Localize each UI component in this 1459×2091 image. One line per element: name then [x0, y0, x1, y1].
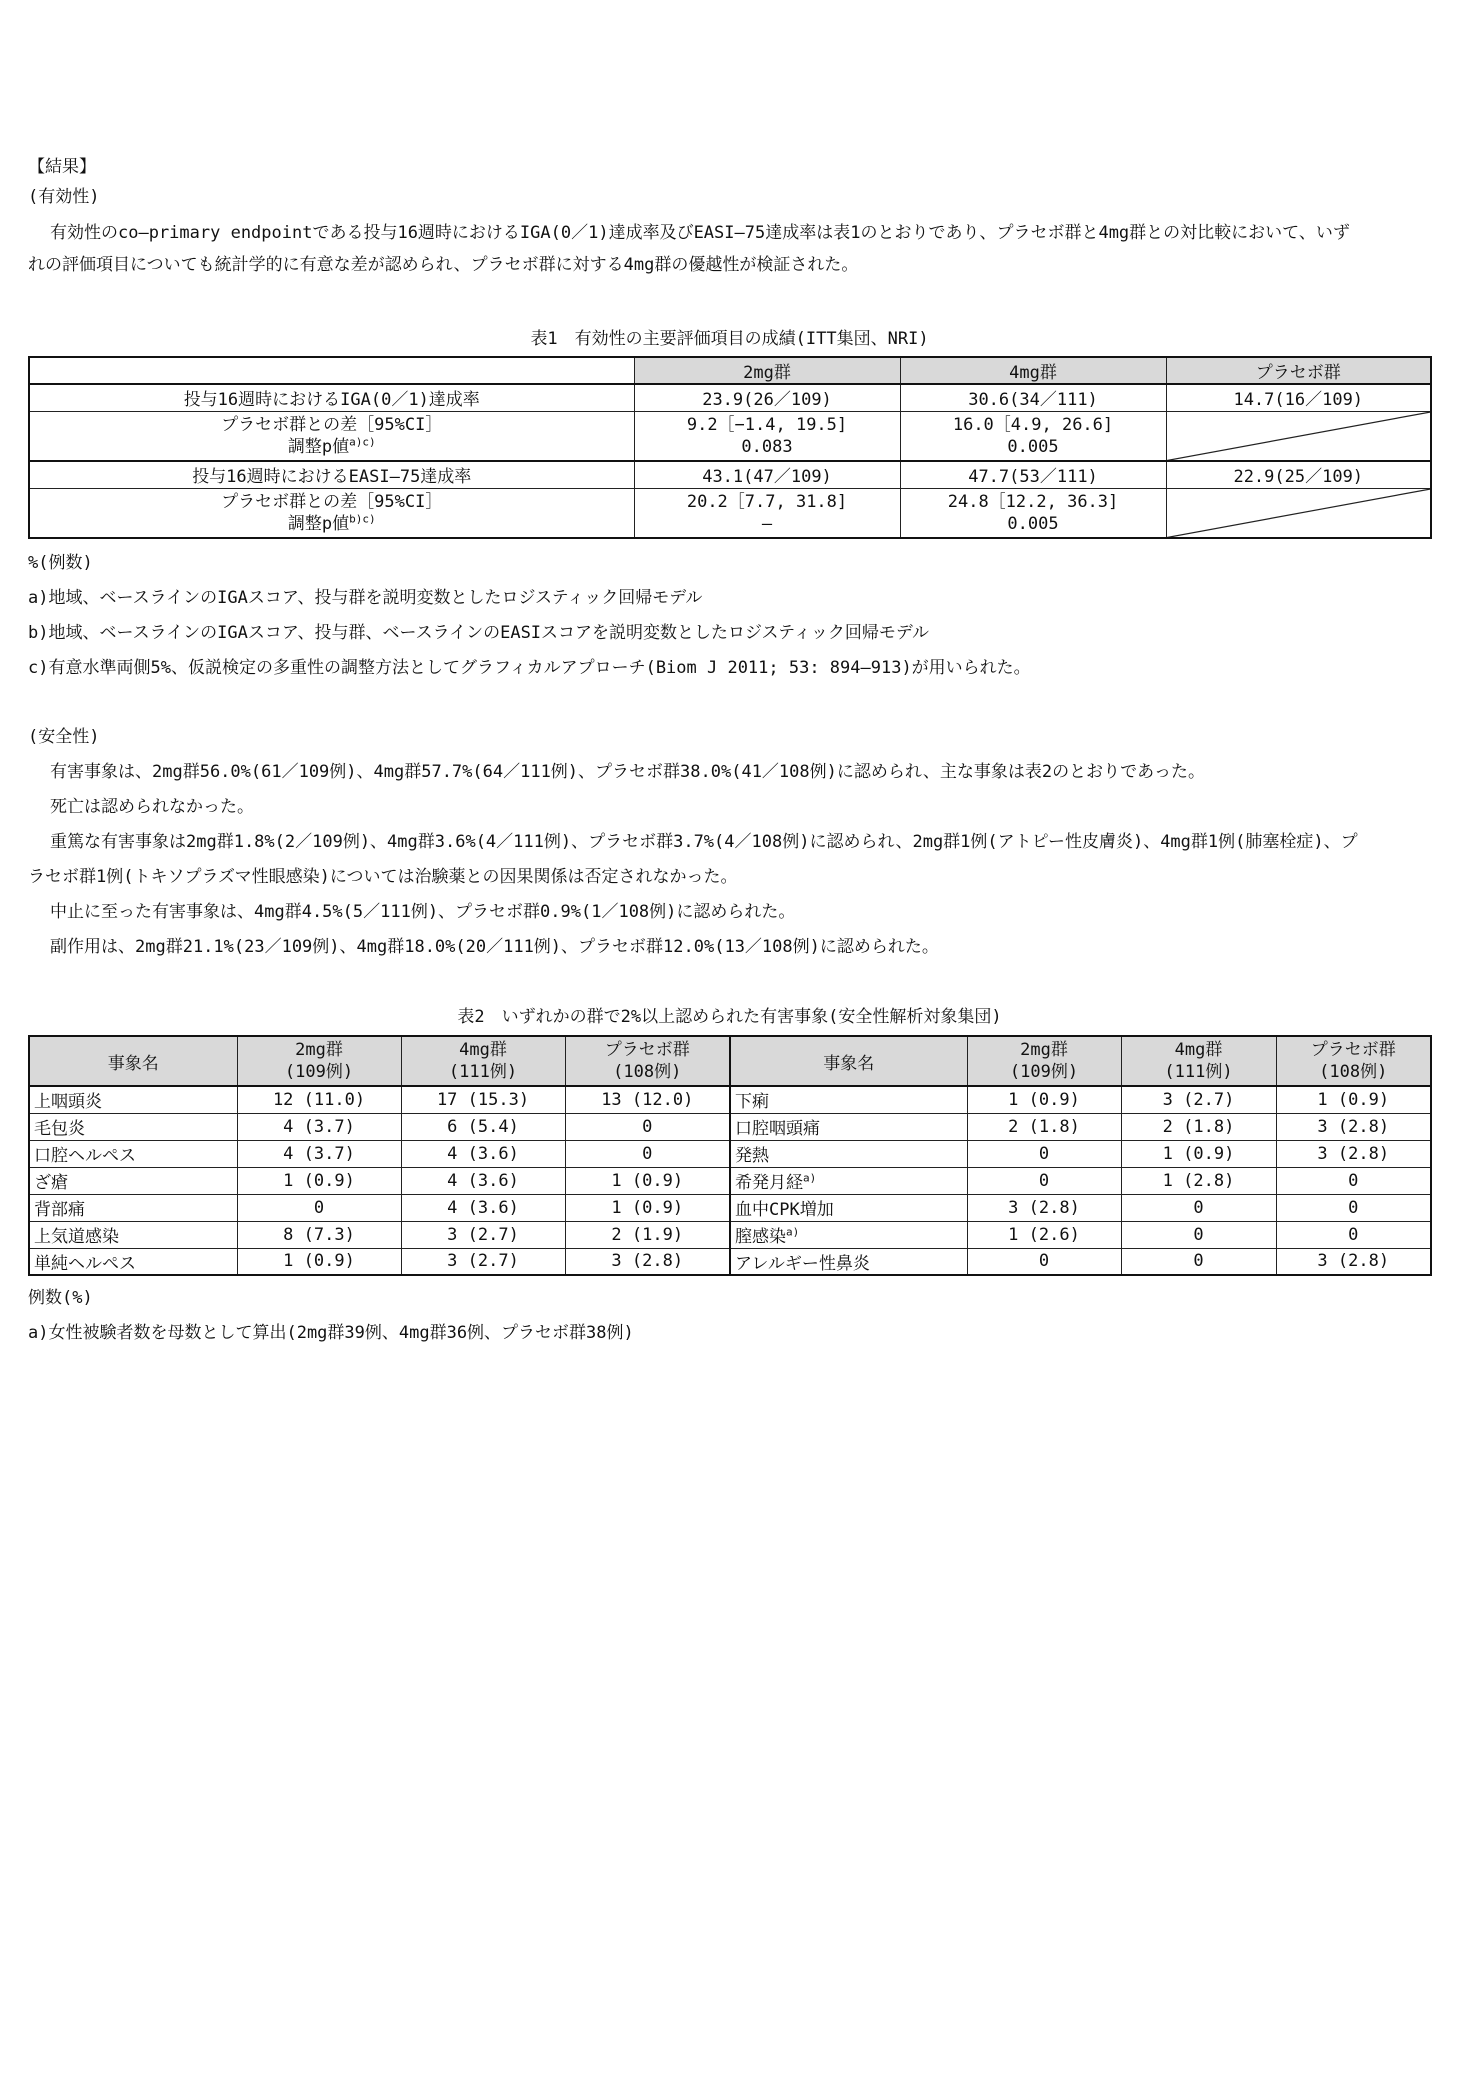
count-cell: 3 (2.8)	[967, 1194, 1121, 1221]
count-cell: 4 (3.6)	[401, 1167, 565, 1194]
table-row	[29, 461, 1431, 488]
table1-cell	[900, 411, 1166, 461]
table-row	[29, 384, 1431, 411]
table1-corner	[29, 357, 634, 384]
count-cell: 2 (1.8)	[1121, 1113, 1276, 1140]
table1-cell: 23.9(26／109)	[634, 384, 900, 411]
p-value: 0.005	[1007, 513, 1059, 534]
results-heading: 【結果】	[28, 157, 96, 177]
diff-value: 9.2［−1.4, 19.5]	[686, 414, 848, 435]
count-cell: 2 (1.8)	[967, 1113, 1121, 1140]
event-name	[730, 1194, 967, 1221]
count-cell: 6 (5.4)	[401, 1113, 565, 1140]
header-text: 4mg群	[459, 1040, 507, 1060]
count-cell: 3 (2.8)	[1276, 1140, 1431, 1167]
table2-header-2mg	[967, 1036, 1121, 1086]
count-cell: 3 (2.8)	[565, 1248, 730, 1275]
count-cell: 0	[237, 1194, 401, 1221]
table2-body	[29, 1086, 1431, 1275]
count-cell: 0	[1276, 1194, 1431, 1221]
event-name-text: 下痢	[735, 1092, 769, 1113]
table1-cell	[634, 488, 900, 538]
table1-diff-label: プラセボ群との差［95%CI］	[221, 491, 443, 512]
table1-header-4mg: 4mg群	[900, 357, 1166, 384]
header-n: (111例)	[448, 1062, 518, 1082]
efficacy-line-2: れの評価項目についても統計学的に有意な差が認められ、プラセボ群に対する4mg群の優越性が検証された。	[28, 255, 859, 275]
p-label-text: 調整p値	[287, 436, 350, 457]
table1-row-label: 投与16週時におけるEASI―75達成率	[29, 461, 634, 488]
table1-cell: 22.9(25／109)	[1166, 461, 1431, 488]
table1-p-label	[34, 436, 630, 458]
event-name-text: 膣感染	[735, 1227, 786, 1247]
event-name-text: 毛包炎	[34, 1119, 85, 1139]
header-n: (108例)	[613, 1062, 682, 1082]
header-text: プラセボ群	[1310, 1040, 1396, 1060]
footnote-marker: b)c)	[349, 512, 376, 526]
header-text: 2mg群	[1020, 1040, 1068, 1060]
count-cell: 1 (0.9)	[237, 1248, 401, 1275]
table1-row-label	[29, 411, 634, 461]
count-cell: 0	[565, 1140, 730, 1167]
count-cell: 0	[565, 1113, 730, 1140]
adverse-events-table	[28, 1035, 1432, 1276]
efficacy-heading: (有効性)	[28, 187, 100, 207]
count-cell: 13 (12.0)	[565, 1086, 730, 1113]
table2-header-2mg	[237, 1036, 401, 1086]
footnote-marker: a)c)	[349, 435, 376, 449]
header-text: プラセボ群	[604, 1040, 690, 1060]
safety-line-4: ラセボ群1例(トキソプラズマ性眼感染)については治験薬との因果関係は否定されなかった。	[28, 867, 738, 887]
table1-row-label: 投与16週時におけるIGA(0／1)達成率	[29, 384, 634, 411]
header-text: 2mg群	[295, 1040, 343, 1060]
table-row	[29, 1086, 1431, 1113]
table2-header-placebo	[1276, 1036, 1431, 1086]
safety-line-2: 死亡は認められなかった。	[50, 797, 254, 817]
table2-caption: 表2 いずれかの群で2%以上認められた有害事象(安全性解析対象集団)	[457, 1007, 1002, 1027]
table1-note-a: a)地域、ベースラインのIGAスコア、投与群を説明変数としたロジスティック回帰モデル	[28, 588, 703, 608]
count-cell: 4 (3.7)	[237, 1140, 401, 1167]
table1-p-label	[34, 513, 630, 535]
table-row	[29, 488, 1431, 538]
event-name	[730, 1167, 967, 1194]
table1-header-placebo: プラセボ群	[1166, 357, 1431, 384]
event-name-text: 単純ヘルペス	[34, 1253, 136, 1274]
table1-cell	[634, 411, 900, 461]
event-name-text: 上気道感染	[34, 1227, 119, 1247]
count-cell: 0	[1121, 1248, 1276, 1275]
count-cell: 4 (3.6)	[401, 1194, 565, 1221]
event-name	[730, 1113, 967, 1140]
count-cell: 0	[967, 1167, 1121, 1194]
table1-caption: 表1 有効性の主要評価項目の成績(ITT集団、NRI)	[530, 329, 929, 349]
table-row	[29, 1221, 1431, 1248]
table1-diagonal-cell	[1166, 488, 1431, 538]
p-value: —	[761, 513, 773, 534]
event-name	[730, 1140, 967, 1167]
count-cell: 0	[1121, 1194, 1276, 1221]
event-name	[29, 1113, 237, 1140]
event-name	[29, 1086, 237, 1113]
p-label-text: 調整p値	[287, 513, 350, 534]
table1-cell: 14.7(16／109)	[1166, 384, 1431, 411]
table1-diff-label: プラセボ群との差［95%CI］	[221, 414, 443, 435]
table1-cell: 43.1(47／109)	[634, 461, 900, 488]
event-name	[730, 1248, 967, 1275]
footnote-marker: a)	[803, 1171, 817, 1185]
event-name-text: 希発月経	[735, 1173, 803, 1193]
event-name	[29, 1140, 237, 1167]
table2-header-4mg	[1121, 1036, 1276, 1086]
count-cell: 4 (3.6)	[401, 1140, 565, 1167]
safety-heading: (安全性)	[28, 727, 100, 747]
count-cell: 1 (2.8)	[1121, 1167, 1276, 1194]
header-n: (108例)	[1319, 1062, 1388, 1082]
diff-value: 24.8［12.2, 36.3]	[947, 491, 1119, 512]
count-cell: 1 (0.9)	[565, 1167, 730, 1194]
event-name	[29, 1167, 237, 1194]
event-name-text: アレルギー性鼻炎	[735, 1253, 870, 1274]
count-cell: 3 (2.7)	[401, 1248, 565, 1275]
count-cell: 0	[1276, 1221, 1431, 1248]
event-name	[730, 1221, 967, 1248]
diff-value: 20.2［7.7, 31.8]	[686, 491, 848, 512]
safety-line-3: 重篤な有害事象は2mg群1.8%(2／109例)、4mg群3.6%(4／111例)、プラセボ群3.7%(4／108例)に認められ、2mg群1例(アトピー性皮膚炎)、4mg群1例(肺塞栓症)、プ	[50, 832, 1358, 852]
count-cell: 2 (1.9)	[565, 1221, 730, 1248]
table1-note-c: c)有意水準両側5%、仮説検定の多重性の調整方法としてグラフィカルアプローチ(Biom J 2011; 53: 894―913)が用いられた。	[28, 658, 1031, 678]
table1-note-b: b)地域、ベースラインのIGAスコア、投与群、ベースラインのEASIスコアを説明変数としたロジスティック回帰モデル	[28, 623, 929, 643]
table-row	[29, 1113, 1431, 1140]
count-cell: 0	[1276, 1167, 1431, 1194]
header-text: 4mg群	[1174, 1040, 1223, 1060]
table2-header-row	[29, 1036, 1431, 1086]
table-row	[29, 1140, 1431, 1167]
count-cell: 0	[967, 1248, 1121, 1275]
table2-header-4mg	[401, 1036, 565, 1086]
count-cell: 0	[1121, 1221, 1276, 1248]
count-cell: 17 (15.3)	[401, 1086, 565, 1113]
count-cell: 3 (2.8)	[1276, 1113, 1431, 1140]
count-cell: 8 (7.3)	[237, 1221, 401, 1248]
count-cell: 3 (2.7)	[401, 1221, 565, 1248]
event-name-text: 口腔ヘルペス	[34, 1146, 136, 1166]
event-name-text: 上咽頭炎	[34, 1092, 102, 1113]
diff-value: 16.0［4.9, 26.6]	[952, 414, 1114, 435]
safety-line-6: 副作用は、2mg群21.1%(23／109例)、4mg群18.0%(20／111例)、プラセボ群12.0%(13／108例)に認められた。	[50, 937, 939, 957]
event-name	[29, 1221, 237, 1248]
table2-note-a: a)女性被験者数を母数として算出(2mg群39例、4mg群36例、プラセボ群38例)	[28, 1323, 634, 1343]
event-name-text: 血中CPK増加	[735, 1200, 834, 1220]
table2-header-placebo	[565, 1036, 730, 1086]
count-cell: 1 (0.9)	[1276, 1086, 1431, 1113]
count-cell: 12 (11.0)	[237, 1086, 401, 1113]
count-cell: 3 (2.8)	[1276, 1248, 1431, 1275]
count-cell: 3 (2.7)	[1121, 1086, 1276, 1113]
count-cell: 1 (0.9)	[967, 1086, 1121, 1113]
header-n: (109例)	[1009, 1062, 1079, 1082]
count-cell: 1 (0.9)	[237, 1167, 401, 1194]
count-cell: 1 (2.6)	[967, 1221, 1121, 1248]
table2-header-event: 事象名	[29, 1036, 237, 1086]
event-name	[29, 1194, 237, 1221]
footnote-marker: a)	[786, 1225, 800, 1239]
safety-line-1: 有害事象は、2mg群56.0%(61／109例)、4mg群57.7%(64／111例)、プラセボ群38.0%(41／108例)に認められ、主な事象は表2のとおりであった。	[50, 762, 1205, 782]
event-name	[29, 1248, 237, 1275]
table1-unit: %(例数)	[28, 553, 93, 573]
table2-unit: 例数(%)	[28, 1288, 93, 1308]
efficacy-paragraph	[28, 222, 1350, 276]
count-cell: 0	[967, 1140, 1121, 1167]
table-row	[29, 1248, 1431, 1275]
p-value: 0.005	[1007, 436, 1059, 457]
table1-header-2mg: 2mg群	[634, 357, 900, 384]
header-n: (111例)	[1164, 1062, 1233, 1082]
table1-cell: 30.6(34／111)	[900, 384, 1166, 411]
event-name-text: 発熱	[735, 1146, 769, 1166]
header-n: (109例)	[284, 1062, 354, 1082]
count-cell: 1 (0.9)	[565, 1194, 730, 1221]
count-cell: 4 (3.7)	[237, 1113, 401, 1140]
p-value: 0.083	[741, 436, 793, 457]
efficacy-line-1: 有効性のco―primary endpointである投与16週時におけるIGA(0／1)達成率及びEASI―75達成率は表1のとおりであり、プラセボ群と4mg群との対比較において、いず	[50, 223, 1350, 243]
table-row	[29, 411, 1431, 461]
table1-row-label	[29, 488, 634, 538]
table1-cell	[900, 488, 1166, 538]
table2-header-event: 事象名	[730, 1036, 967, 1086]
event-name-text: 口腔咽頭痛	[735, 1119, 820, 1139]
event-name	[730, 1086, 967, 1113]
event-name-text: 背部痛	[34, 1200, 85, 1220]
safety-line-5: 中止に至った有害事象は、4mg群4.5%(5／111例)、プラセボ群0.9%(1／108例)に認められた。	[50, 902, 796, 922]
table1-cell: 47.7(53／111)	[900, 461, 1166, 488]
event-name-text: ざ瘡	[34, 1173, 68, 1193]
efficacy-table	[28, 356, 1432, 539]
table-row	[29, 1194, 1431, 1221]
count-cell: 1 (0.9)	[1121, 1140, 1276, 1167]
table1-diagonal-cell	[1166, 411, 1431, 461]
table-row	[29, 1167, 1431, 1194]
